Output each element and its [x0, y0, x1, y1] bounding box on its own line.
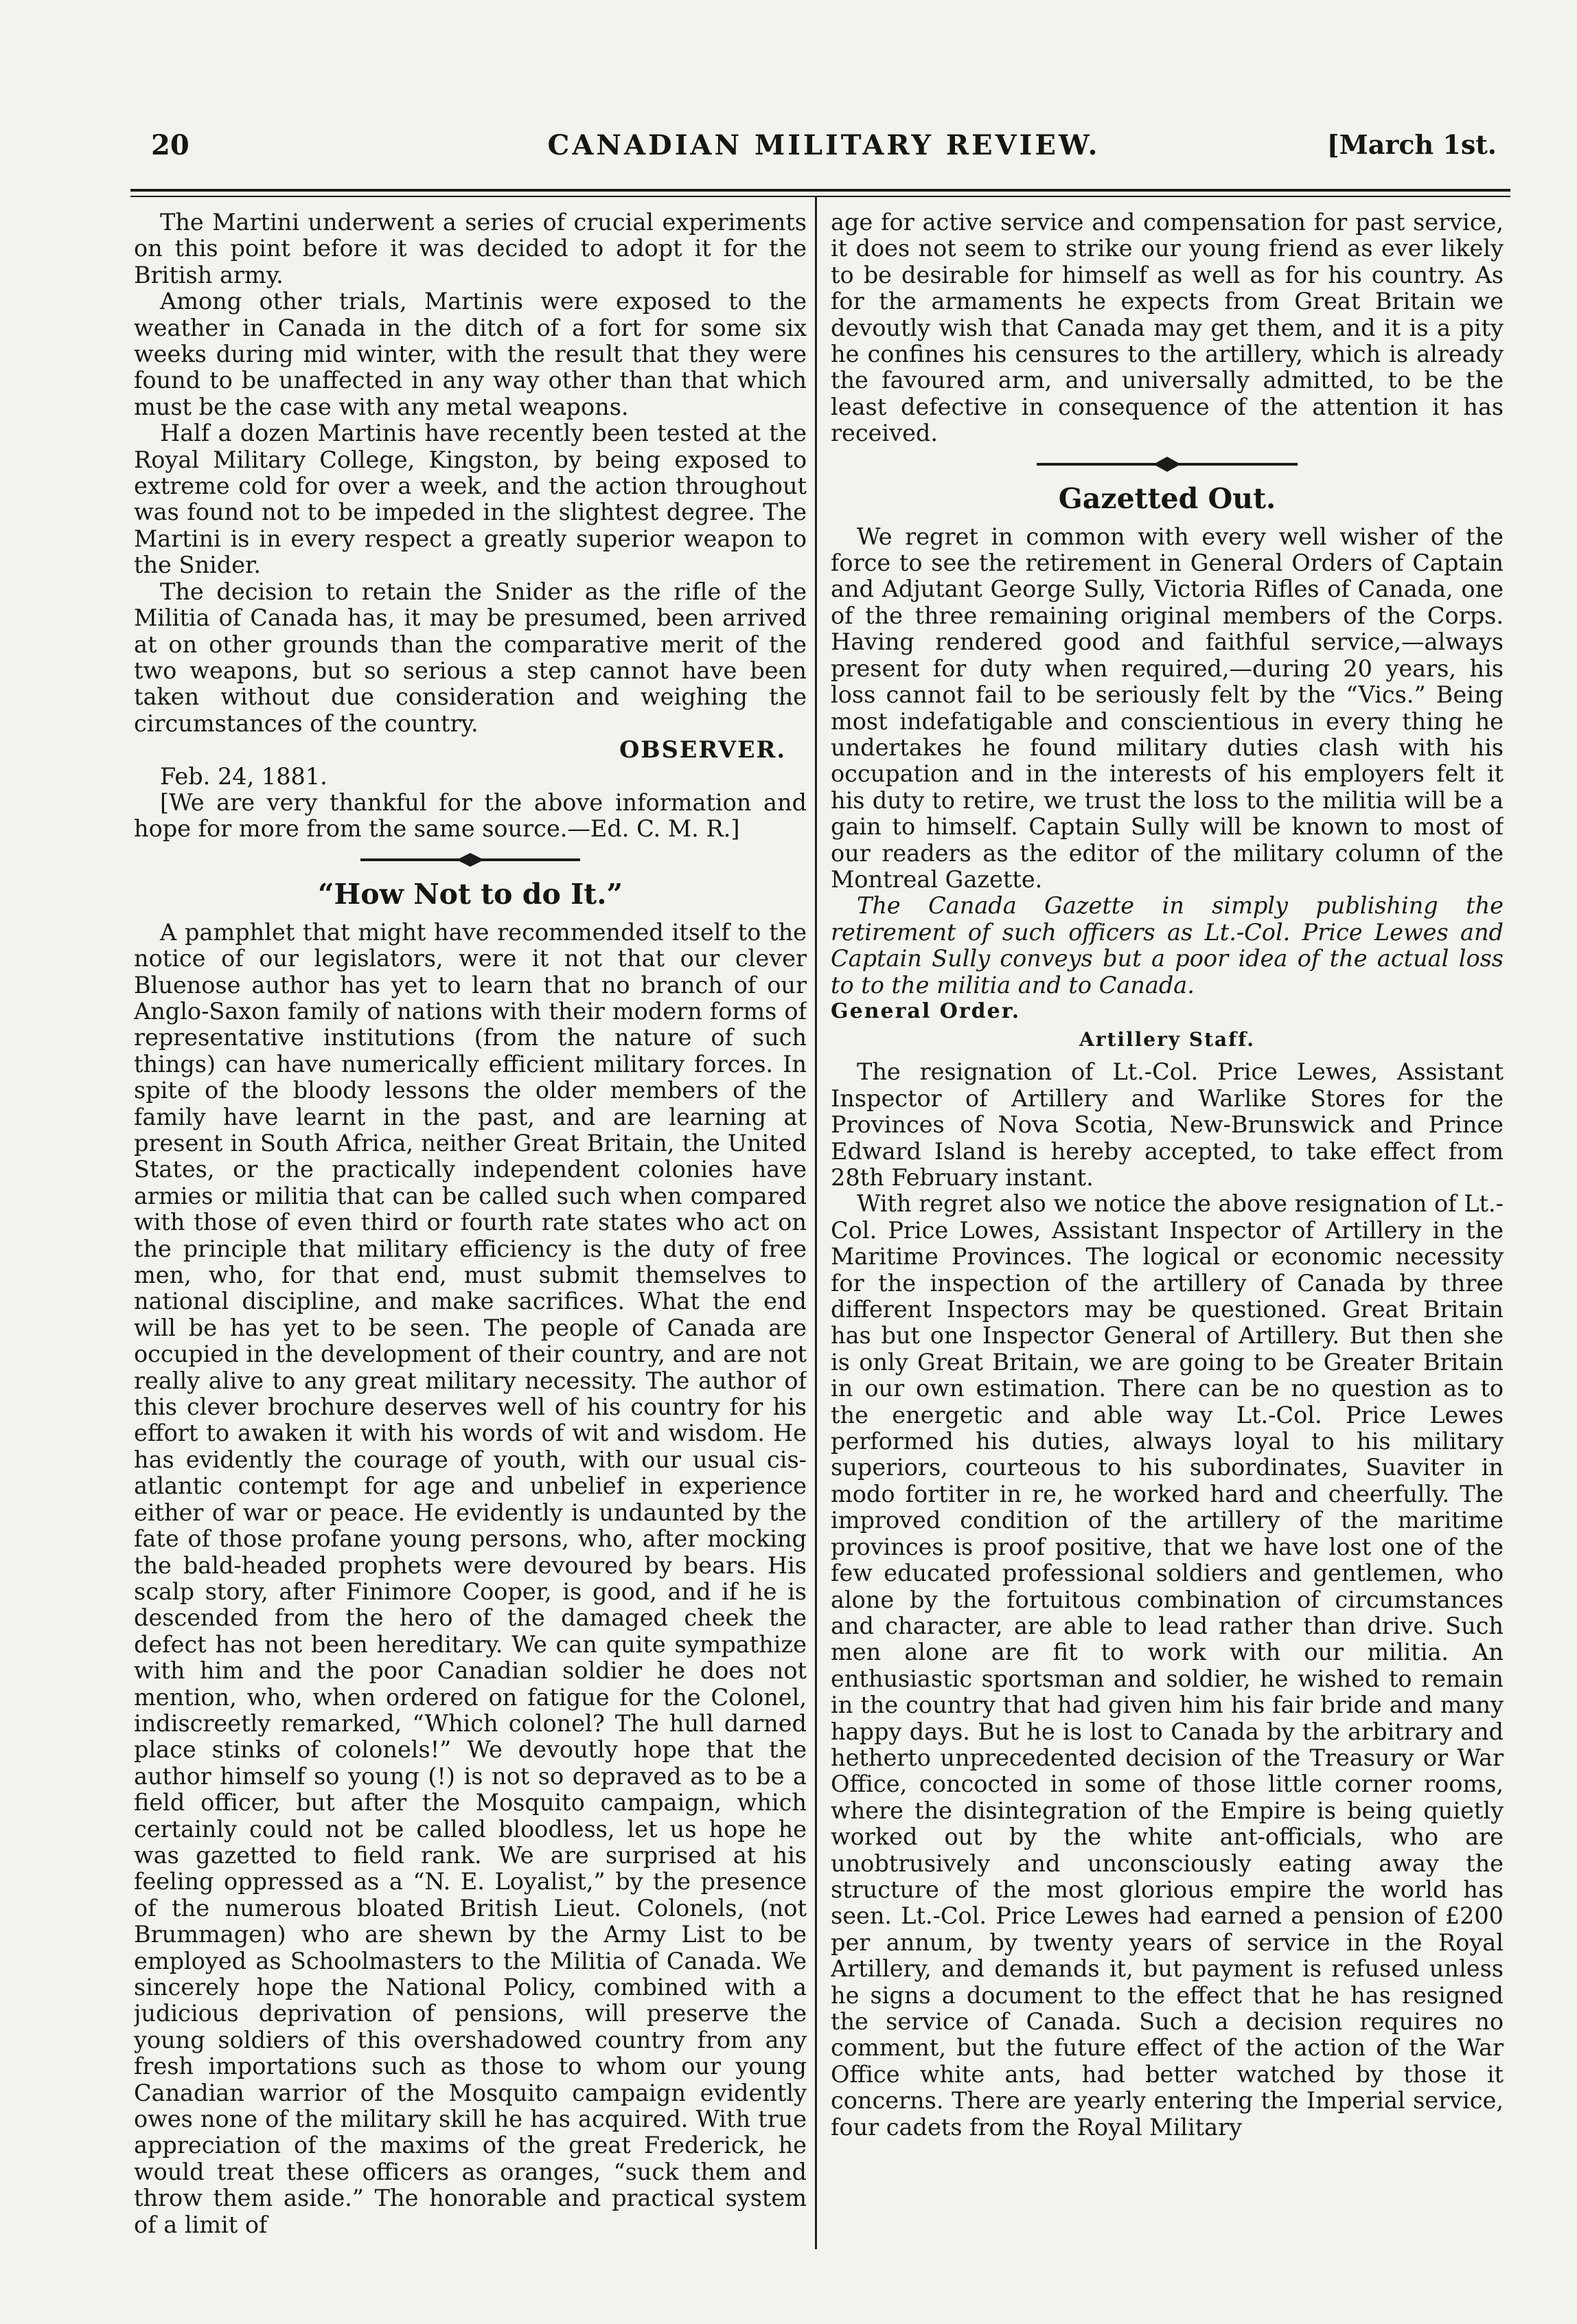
general-order-heading: General Order. [831, 999, 1021, 1023]
continued-paragraph: age for active service and compensation for past service, it does not seem to strike our young friend as ever likely to be desirable for himself as well as for his country. As for the armaments he expects from Great Britain we devoutly wish that Canada may get them, and it is a pity he confines his censures to the artillery, which is already the favoured arm, and universally admitted, to be the least defective in consequence of the attention it has received. [831, 209, 1504, 447]
section-title: Gazetted Out. [1058, 481, 1276, 515]
article-paragraph: A pamphlet that might have recommended itself to the notice of our legislators, were it not that our clever Bluenose author has yet to learn that no branch of our Anglo-Saxon family of nations with their modern forms of representative institutions (from the nature of such things) can have numerically efficient military forces. In spite of the bloody lessons the older members of the family have learnt in the past, and are learning at present in South Africa, neither Great Britain, the United States, or the practically independent colonies have armies or militia that can be called such when compared with those of even third or fourth rate states who act on the principle that military efficiency is the duty of free men, who, for that end, must submit themselves to national discipline, and make sacrifices. What the end will be has yet to be seen. The people of Canada are occupied in the development of their country, and are not really alive to any great military necessity. The author of this clever brochure deserves well of his country for his effort to awaken it with his words of wit and wisdom. He has evidently the courage of youth, with our usual cis-atlantic contempt for age and unbelief in experience either of war or peace. He evidently is undaunted by the fate of those profane young persons, who, after mocking the bald-headed prophets were devoured by bears. His scalp story, after Finimore Cooper, is good, and if he is descended from the hero of the damaged cheek the defect has not been hereditary. We can quite sympathize with him and the poor Canadian soldier he does not mention, who, when ordered on fatigue for the Colonel, indiscreetly remarked, “Which colonel? The hull darned place stinks of colonels!” We devoutly hope that the author himself so young (!) is not so depraved as to be a field officer, but after the Mosquito campaign, which certainly could not be called bloodless, let us hope he was gazetted to field rank. We are surprised at his feeling oppressed as a “N. E. Loyalist,” by the presence of the numerous bloated British Lieut. Colonels, (not Brummagen) who are shewn by the Army List to be employed as Schoolmasters to the Militia of Canada. We sincerely hope the National Policy, combined with a judicious deprivation of pensions, will preserve the young soldiers of this overshadowed country from any fresh importations such as those to whom our young Canadian warrior of the Mosquito campaign evidently owes none of the military skill he has acquired. With true appreciation of the maxims of the great Frederick, he would treat these officers as oranges, “suck them and throw them aside.” The honorable and practical system of a limit of [134, 918, 807, 2238]
section-ornament [134, 850, 807, 870]
editor-note: [We are very thankful for the above information and hope for more from the same source.—Ed. C. M. R.] [134, 788, 807, 843]
section-ornament [831, 454, 1504, 475]
martini-paragraph-4: The decision to retain the Snider as the rifle of the Militia of Canada has, it may be presumed, been arrived at on other grounds than the comparative merit of the two weapons, but so serious a step cannot have been taken without due consideration and weighing the circumstances of the country. [134, 578, 807, 737]
letter-signature: OBSERVER. [619, 736, 786, 764]
column-divider [815, 196, 817, 2249]
right-column [831, 209, 1504, 2249]
staff-paragraph-1: The resignation of Lt.-Col. Price Lewes, Assistant Inspector of Artillery and Warlike Stores for the Provinces of Nova Scotia, New-Brunswick and Prince Edward Island is hereby accepted, to take effect from 28th February instant. [831, 1058, 1504, 1191]
article-title: “How Not to do It.” [317, 877, 623, 911]
left-column [134, 209, 807, 2249]
martini-paragraph-3: Half a dozen Martinis have recently been tested at the Royal Military College, Kingston, by being exposed to extreme cold for over a week, and the action throughout was found not to be impeded in the slightest degree. The Martini is in every respect a greatly superior weapon to the Snider. [134, 420, 807, 579]
issue-date: [March 1st. [1326, 129, 1497, 160]
gazetted-paragraph-1: We regret in common with every well wisher of the force to see the retirement in General Orders of Captain and Adjutant George Sully, Victoria Rifles of Canada, one of the three remaining original members of the Corps. Having rendered good and faithful service,—always present for duty when required,—during 20 years, his loss cannot fail to be seriously felt by the “Vics.” Being most indefatigable and conscientious in every thing he undertakes he found military duties clash with his occupation and in the interests of his employers felt it his duty to retire, we trust the loss to the militia will be a gain to himself. Captain Sully will be known to most of our readers as the editor of the military column of the Montreal Gazette. [831, 523, 1504, 893]
martini-paragraph-1: The Martini underwent a series of crucial experiments on this point before it was decided to adopt it for the British army. [134, 209, 807, 288]
header-rule-thin [130, 196, 1510, 197]
publication-title: CANADIAN MILITARY REVIEW. [547, 129, 1101, 161]
header-rule-thick [130, 189, 1510, 192]
subsection-title: Artillery Staff. [1079, 1028, 1256, 1051]
staff-paragraph-2: With regret also we notice the above resignation of Lt.-Col. Price Lowes, Assistant Inspector of Artillery in the Maritime Provinces. The logical or economic necessity for the inspection of the artillery of Canada by three different Inspectors may be questioned. Great Britain has but one Inspector General of Artillery. But then she is only Great Britain, we are going to be Greater Britain in our own estimation. There can be no question as to the energetic and able way Lt.-Col. Price Lewes performed his duties, always loyal to his military superiors, courteous to his subordinates, Suaviter in modo fortiter in re, he worked hard and cheerfully. The improved condition of the artillery of the maritime provinces is proof positive, that we have lost one of the few educated professional soldiers and gentlemen, who alone by the fortuitous combination of circumstances and character, are able to lead rather than drive. Such men alone are fit to work with our militia. An enthusiastic sportsman and soldier, he wished to remain in the country that had given him his fair bride and many happy days. But he is lost to Canada by the arbitrary and hetherto unprecedented decision of the Treasury or War Office, concocted in some of those little corner rooms, where the disintegration of the Empire is being quietly worked out by the white ant-officials, who are unobtrusively and unconsciously eating away the structure of the most glorious empire the world has seen. Lt.-Col. Price Lewes had earned a pension of £200 per annum, by twenty years of service in the Royal Artillery, and demands it, but payment is refused unless he signs a document to the effect that he has resigned the service of Canada. Such a decision requires no comment, but the future effect of the action of the War Office white ants, had better watched by those it concerns. There are yearly entering the Imperial service, four cadets from the Royal Military [831, 1190, 1504, 2141]
martini-paragraph-2: Among other trials, Martinis were exposed to the weather in Canada in the ditch of a fort for some six weeks during mid winter, with the result that they were found to be unaffected in any way other than that which must be the case with any metal weapons. [134, 288, 807, 420]
letter-dateline: Feb. 24, 1881. [160, 762, 327, 790]
gazetted-paragraph-2: The Canada Gazette in simply publishing the retirement of such officers as Lt.-Col. Price Lewes and Captain Sully conveys but a poor idea of the actual loss to to the militia and to Canada. [831, 892, 1504, 999]
page-header [151, 124, 1497, 172]
page-number: 20 [151, 129, 189, 161]
